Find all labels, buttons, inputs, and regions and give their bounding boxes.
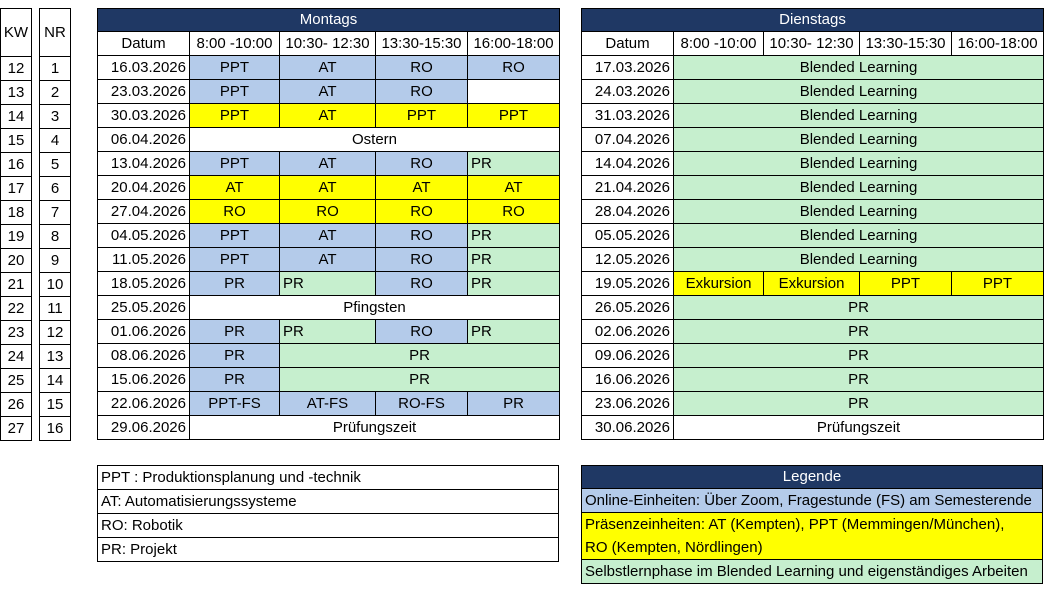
nr-cell: 9 (40, 249, 71, 273)
nr-cell: 4 (40, 129, 71, 153)
montag-date-cell: 22.06.2026 (98, 392, 190, 416)
dienstag-session-cell: PR (674, 368, 1044, 392)
dienstag-session-cell: Blended Learning (674, 128, 1044, 152)
montag-session-cell: RO (376, 152, 468, 176)
montag-session-cell: Ostern (190, 128, 560, 152)
montag-date-cell: 29.06.2026 (98, 416, 190, 440)
dienstag-date-cell: 07.04.2026 (582, 128, 674, 152)
montag-session-cell: PR (190, 368, 280, 392)
nr-column (39, 8, 71, 441)
montag-session-cell (468, 80, 560, 104)
nr-cell: 8 (40, 225, 71, 249)
montag-session-cell: AT (280, 104, 376, 128)
dienstag-date-cell: 05.05.2026 (582, 224, 674, 248)
montag-date-cell: 16.03.2026 (98, 56, 190, 80)
kw-cell: 19 (1, 225, 32, 249)
nr-cell: 14 (40, 369, 71, 393)
dienstag-date-cell: 09.06.2026 (582, 344, 674, 368)
montag-date-cell: 01.06.2026 (98, 320, 190, 344)
montag-row (98, 80, 560, 104)
dienstag-session-cell: PPT (952, 272, 1044, 296)
montag-date-cell: 23.03.2026 (98, 80, 190, 104)
nr-cell: 13 (40, 345, 71, 369)
montag-date-cell: 30.03.2026 (98, 104, 190, 128)
kw-cell: 12 (1, 57, 32, 81)
legend-praesenz-line2: RO (Kempten, Nördlingen) (582, 536, 1043, 560)
kw-cell: 21 (1, 273, 32, 297)
dienstag-column-header: 16:00-18:00 (952, 32, 1044, 56)
legend-table (581, 465, 1043, 584)
montag-session-cell: RO (376, 248, 468, 272)
montag-session-cell: PPT (190, 80, 280, 104)
dienstag-session-cell: Prüfungszeit (674, 416, 1044, 440)
dienstag-session-cell: PR (674, 320, 1044, 344)
kw-cell: 15 (1, 129, 32, 153)
montag-session-cell: RO (376, 80, 468, 104)
dienstag-session-cell: PPT (860, 272, 952, 296)
dienstag-session-cell: Blended Learning (674, 152, 1044, 176)
dienstag-row (582, 416, 1044, 440)
kw-cell: 26 (1, 393, 32, 417)
montag-row (98, 392, 560, 416)
montag-session-cell: RO (376, 224, 468, 248)
montag-session-cell: AT (280, 56, 376, 80)
nr-cell: 15 (40, 393, 71, 417)
nr-cell: 2 (40, 81, 71, 105)
montag-row (98, 296, 560, 320)
montag-session-cell: PR (190, 344, 280, 368)
montag-session-cell: PPT (190, 56, 280, 80)
abbreviation-ro: RO: Robotik (98, 514, 559, 538)
legend-online: Online-Einheiten: Über Zoom, Fragestunde (FS) am Semesterende (582, 489, 1043, 513)
legend-praesenz-line1: Präsenzeinheiten: AT (Kempten), PPT (Memmingen/München), (582, 513, 1043, 537)
montag-session-cell: RO (376, 272, 468, 296)
dienstag-session-cell: Blended Learning (674, 176, 1044, 200)
dienstag-date-cell: 17.03.2026 (582, 56, 674, 80)
dienstag-row (582, 224, 1044, 248)
kw-cell: 27 (1, 417, 32, 441)
montag-date-cell: 04.05.2026 (98, 224, 190, 248)
dienstag-title: Dienstags (582, 9, 1044, 32)
dienstag-date-cell: 16.06.2026 (582, 368, 674, 392)
montag-session-cell: PR (468, 248, 560, 272)
montag-session-cell: Pfingsten (190, 296, 560, 320)
dienstag-session-cell: PR (674, 392, 1044, 416)
montag-session-cell: PR (468, 152, 560, 176)
dienstag-column-header: 8:00 -10:00 (674, 32, 764, 56)
nr-header: NR (40, 9, 71, 57)
kw-header: KW (1, 9, 32, 57)
dienstag-session-cell: Blended Learning (674, 248, 1044, 272)
montag-session-cell: AT (190, 176, 280, 200)
dienstag-date-cell: 14.04.2026 (582, 152, 674, 176)
dienstag-date-cell: 28.04.2026 (582, 200, 674, 224)
dienstag-session-cell: Blended Learning (674, 224, 1044, 248)
montag-session-cell: PR (280, 320, 376, 344)
montag-session-cell: PPT (190, 224, 280, 248)
montag-session-cell: PPT (376, 104, 468, 128)
nr-cell: 10 (40, 273, 71, 297)
montag-row (98, 368, 560, 392)
montag-row (98, 416, 560, 440)
montag-date-cell: 20.04.2026 (98, 176, 190, 200)
montag-column-header: 8:00 -10:00 (190, 32, 280, 56)
montag-session-cell: RO (468, 56, 560, 80)
dienstag-session-cell: Blended Learning (674, 200, 1044, 224)
montag-session-cell: AT (280, 152, 376, 176)
nr-cell: 12 (40, 321, 71, 345)
dienstag-session-cell: Blended Learning (674, 104, 1044, 128)
kw-cell: 22 (1, 297, 32, 321)
kw-cell: 18 (1, 201, 32, 225)
dienstag-session-cell: PR (674, 344, 1044, 368)
dienstag-row (582, 152, 1044, 176)
montag-date-cell: 27.04.2026 (98, 200, 190, 224)
dienstag-row (582, 200, 1044, 224)
dienstag-date-cell: 02.06.2026 (582, 320, 674, 344)
montag-session-cell: Prüfungszeit (190, 416, 560, 440)
montag-row (98, 104, 560, 128)
montag-session-cell: RO (190, 200, 280, 224)
montag-session-cell: RO (468, 200, 560, 224)
nr-cell: 16 (40, 417, 71, 441)
montag-session-cell: RO (376, 320, 468, 344)
dienstag-row (582, 104, 1044, 128)
montag-session-cell: AT (376, 176, 468, 200)
kw-cell: 14 (1, 105, 32, 129)
dienstag-session-cell: Blended Learning (674, 56, 1044, 80)
montag-column-header: 13:30-15:30 (376, 32, 468, 56)
dienstag-date-cell: 21.04.2026 (582, 176, 674, 200)
dienstag-session-cell: Exkursion (764, 272, 860, 296)
montag-row (98, 272, 560, 296)
montag-session-cell: RO (280, 200, 376, 224)
kw-column (0, 8, 32, 441)
abbreviation-table (97, 465, 559, 562)
montag-session-cell: PPT (190, 104, 280, 128)
dienstag-row (582, 128, 1044, 152)
montag-column-header: 10:30- 12:30 (280, 32, 376, 56)
montag-session-cell: PPT (468, 104, 560, 128)
dienstag-column-header: Datum (582, 32, 674, 56)
montag-session-cell: AT (280, 80, 376, 104)
kw-cell: 17 (1, 177, 32, 201)
nr-cell: 11 (40, 297, 71, 321)
montag-session-cell: PR (468, 320, 560, 344)
montag-date-cell: 06.04.2026 (98, 128, 190, 152)
dienstag-date-cell: 26.05.2026 (582, 296, 674, 320)
montag-session-cell: AT-FS (280, 392, 376, 416)
dienstag-date-cell: 19.05.2026 (582, 272, 674, 296)
dienstag-column-header: 13:30-15:30 (860, 32, 952, 56)
montag-row (98, 128, 560, 152)
kw-cell: 16 (1, 153, 32, 177)
montag-session-cell: PPT-FS (190, 392, 280, 416)
montag-row (98, 152, 560, 176)
dienstag-session-cell: Blended Learning (674, 80, 1044, 104)
montag-session-cell: PR (468, 224, 560, 248)
montag-session-cell: PPT (190, 152, 280, 176)
montag-date-cell: 15.06.2026 (98, 368, 190, 392)
dienstag-schedule-table (581, 8, 1044, 440)
nr-cell: 6 (40, 177, 71, 201)
montag-session-cell: RO (376, 200, 468, 224)
abbreviation-pr: PR: Projekt (98, 538, 559, 562)
montag-session-cell: PR (280, 344, 560, 368)
dienstag-row (582, 176, 1044, 200)
abbreviation-at: AT: Automatisierungssysteme (98, 490, 559, 514)
dienstag-row (582, 392, 1044, 416)
montag-row (98, 320, 560, 344)
montag-title: Montags (98, 9, 560, 32)
montag-date-cell: 18.05.2026 (98, 272, 190, 296)
montag-session-cell: AT (280, 224, 376, 248)
dienstag-date-cell: 23.06.2026 (582, 392, 674, 416)
kw-cell: 25 (1, 369, 32, 393)
montag-session-cell: PR (280, 368, 560, 392)
dienstag-session-cell: Exkursion (674, 272, 764, 296)
montag-date-cell: 11.05.2026 (98, 248, 190, 272)
dienstag-row (582, 248, 1044, 272)
montag-date-cell: 25.05.2026 (98, 296, 190, 320)
montag-row (98, 344, 560, 368)
dienstag-row (582, 56, 1044, 80)
legend-selbstlern: Selbstlernphase im Blended Learning und eigenständiges Arbeiten (582, 560, 1043, 584)
kw-cell: 20 (1, 249, 32, 273)
montag-session-cell: AT (468, 176, 560, 200)
dienstag-date-cell: 31.03.2026 (582, 104, 674, 128)
dienstag-row (582, 80, 1044, 104)
abbreviation-ppt: PPT : Produktionsplanung und -technik (98, 466, 559, 490)
legend-title: Legende (582, 466, 1043, 489)
dienstag-date-cell: 30.06.2026 (582, 416, 674, 440)
dienstag-row (582, 296, 1044, 320)
kw-cell: 13 (1, 81, 32, 105)
montag-date-cell: 08.06.2026 (98, 344, 190, 368)
nr-cell: 5 (40, 153, 71, 177)
montag-row (98, 200, 560, 224)
montag-session-cell: PR (468, 272, 560, 296)
dienstag-row (582, 368, 1044, 392)
kw-cell: 24 (1, 345, 32, 369)
montag-row (98, 224, 560, 248)
nr-cell: 7 (40, 201, 71, 225)
nr-cell: 1 (40, 57, 71, 81)
montag-session-cell: PPT (190, 248, 280, 272)
montag-row (98, 176, 560, 200)
montag-session-cell: PR (190, 272, 280, 296)
montag-session-cell: RO-FS (376, 392, 468, 416)
montag-row (98, 248, 560, 272)
dienstag-row (582, 344, 1044, 368)
montag-schedule-table (97, 8, 560, 440)
montag-session-cell: PR (280, 272, 376, 296)
nr-cell: 3 (40, 105, 71, 129)
dienstag-date-cell: 12.05.2026 (582, 248, 674, 272)
montag-session-cell: PR (468, 392, 560, 416)
montag-row (98, 56, 560, 80)
dienstag-date-cell: 24.03.2026 (582, 80, 674, 104)
montag-session-cell: PR (190, 320, 280, 344)
montag-session-cell: AT (280, 176, 376, 200)
dienstag-session-cell: PR (674, 296, 1044, 320)
dienstag-column-header: 10:30- 12:30 (764, 32, 860, 56)
montag-date-cell: 13.04.2026 (98, 152, 190, 176)
montag-session-cell: RO (376, 56, 468, 80)
montag-column-header: Datum (98, 32, 190, 56)
montag-column-header: 16:00-18:00 (468, 32, 560, 56)
montag-session-cell: AT (280, 248, 376, 272)
dienstag-row (582, 320, 1044, 344)
kw-cell: 23 (1, 321, 32, 345)
dienstag-row (582, 272, 1044, 296)
